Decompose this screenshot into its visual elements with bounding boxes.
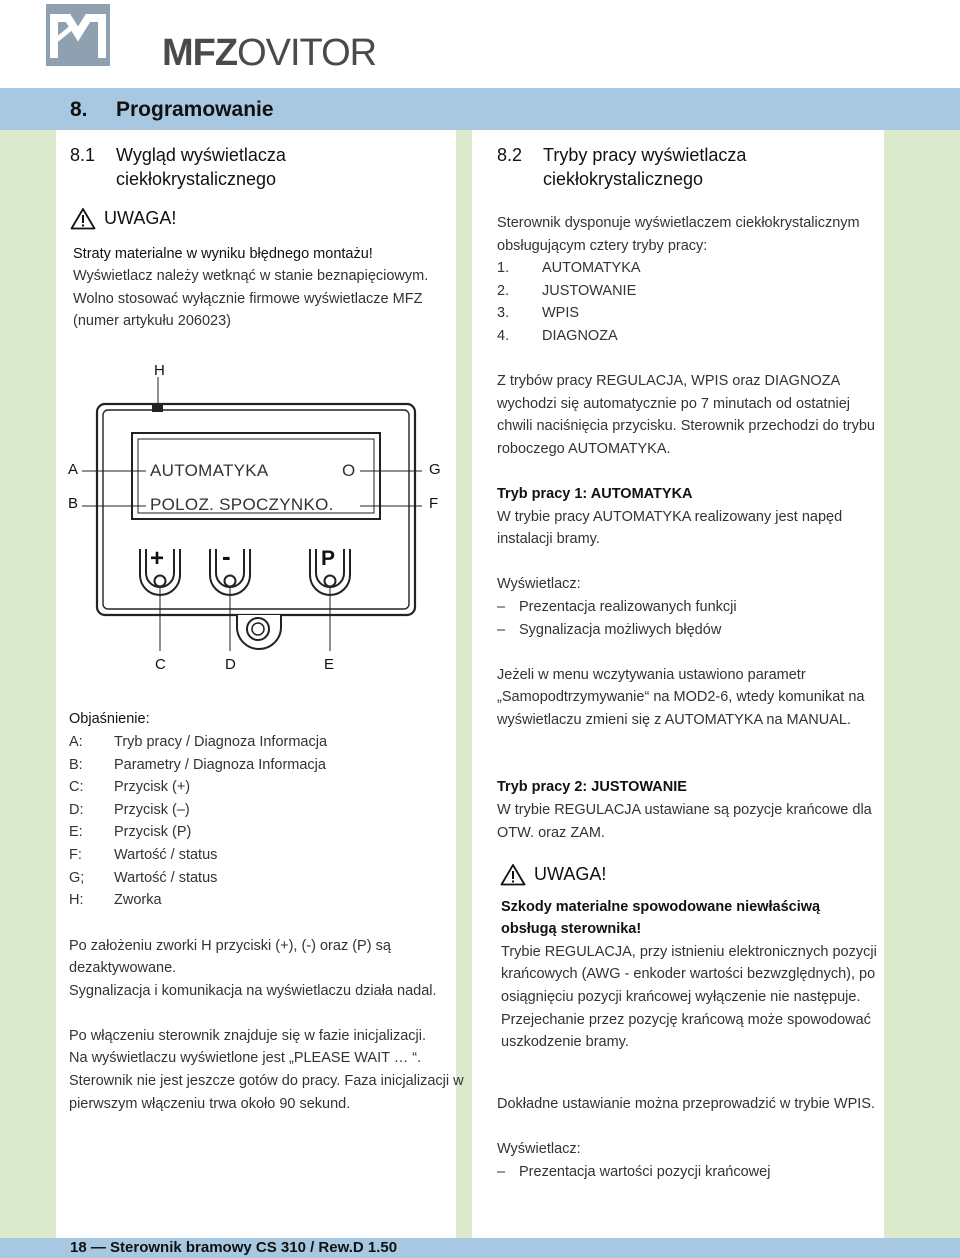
lcd-housing-drawing [60,355,450,685]
timeout-paragraph-line: roboczego AUTOMATYKA. [497,441,671,457]
mode-2-text-line: OTW. oraz ZAM. [497,825,605,841]
section-number: 8. [70,98,88,121]
mod-paragraph-line: „Samopodtrzymywanie“ na MOD2-6, wtedy komunikat na [497,689,865,705]
intro-line: Sterownik dysponuje wyświetlaczem ciekłokrystalicznym [497,215,860,231]
label-h: H [154,362,165,379]
init-paragraph-line: Na wyświetlaczu wyświetlone jest „PLEASE WAIT … “. [69,1050,422,1066]
lcd-display-diagram [60,355,450,685]
mod-paragraph-line: wyświetlaczu zmieni się z AUTOMATYKA na MANUAL. [497,712,852,728]
plus-button-icon: + [150,545,165,572]
section-title [70,98,274,122]
warning-heading-2: UWAGA! [500,863,606,886]
mode-1-text-line: W trybie pracy AUTOMATYKA realizowany jest napęd [497,509,843,525]
page-footer: 18 — Sterownik bramowy CS 310 / Rew.D 1.50 [70,1239,398,1256]
mode-list-item: 2. JUSTOWANIE [497,283,637,299]
subsection-8-1-heading: 8.1 Wygląd wyświetlacza ciekłokrystalicznego [70,145,286,189]
warning-line: (numer artykułu 206023) [73,313,231,329]
intro-line: obsługującym cztery tryby pracy: [497,238,708,254]
init-paragraph-line: Sterownik nie jest jeszcze gotów do pracy. Faza inicjalizacji w [69,1073,464,1089]
mode-1-text-line: instalacji bramy. [497,531,600,547]
mode-1-title: Tryb pracy 1: AUTOMATYKA [497,486,693,502]
warning-triangle-icon [70,207,96,230]
subsection-8-2-heading: 8.2 Tryby pracy wyświetlacza ciekłokrystalicznego [497,145,747,189]
right-margin-band [884,130,960,1258]
label-g: G [429,461,441,478]
legend-item: C: Przycisk (+) [69,779,191,795]
logo-mark-icon [46,4,110,66]
minus-button-icon: - [222,541,231,571]
legend-title: Objaśnienie: [69,711,150,727]
label-a: A [68,461,79,478]
legend-item: F: Wartość / status [69,847,218,863]
display-label-2: Wyświetlacz: [497,1141,581,1157]
init-paragraph-line: pierwszym włączeniu trwa około 90 sekund. [69,1096,351,1112]
lcd-line-1: AUTOMATYKA [150,461,269,480]
lcd-status-indicator: O [342,461,356,480]
legend-item: H: Zworka [69,892,162,908]
warning-2-line: uszkodzenie bramy. [501,1034,629,1050]
display-label: Wyświetlacz: [497,576,581,592]
warning-2-line: Trybie REGULACJA, przy istnieniu elektronicznych pozycji [501,944,877,960]
warning-2-bold-line: Szkody materialne spowodowane niewłaściwą [501,899,821,915]
warning-2-bold-line: obsługą sterownika! [501,921,642,937]
label-e: E [324,656,335,673]
label-b: B [68,495,79,512]
lcd-line-2: POLOZ. SPOCZYNKO. [150,495,334,514]
timeout-paragraph-line: Z trybów pracy REGULACJA, WPIS oraz DIAGNOZA [497,373,841,389]
warning-line: Wolno stosować wyłącznie firmowe wyświetlacze MFZ [73,291,423,307]
mode-list-item: 4. DIAGNOZA [497,328,618,344]
legend-item: G; Wartość / status [69,870,218,886]
timeout-paragraph-line: wychodzi się automatycznie po 7 minutach od ostatniej [497,396,851,412]
warning-heading: UWAGA! [70,207,176,230]
p-button-icon: P [321,547,336,570]
mode-list-item: 1. AUTOMATYKA [497,260,641,276]
wpis-note: Dokładne ustawianie można przeprowadzić w trybie WPIS. [497,1096,875,1112]
mode-2-title: Tryb pracy 2: JUSTOWANIE [497,779,687,795]
brand-logo [46,4,377,74]
warning-2-line: Przejechanie przez pozycję krańcową może spowodować [501,1012,871,1028]
jumper-paragraph-line: Po założeniu zworki H przyciski (+), (-) oraz (P) są [69,938,391,954]
timeout-paragraph-line: chwili naciśnięcia przycisku. Sterownik przechodzi do trybu [497,418,875,434]
display-function-item: – Prezentacja wartości pozycji krańcowej [497,1164,771,1180]
display-function-item: – Sygnalizacja możliwych błędów [497,622,722,638]
warning-triangle-icon [500,863,526,886]
display-function-item: – Prezentacja realizowanych funkcji [497,599,737,615]
label-c: C [155,656,166,673]
warning-2-line: osiągnięciu pozycji krańcowej wyłączenie nie następuje. [501,989,861,1005]
legend-item: A: Tryb pracy / Diagnoza Informacja [69,734,328,750]
warning-2-line: krańcowych (AWG - enkoder wartości bezwzględnych), po [501,966,876,982]
section-title-text: Programowanie [116,98,274,121]
mode-2-text-line: W trybie REGULACJA ustawiane są pozycje krańcowe dla [497,802,872,818]
warning-bold-line: Straty materialne w wyniku błędnego montażu! [73,246,373,262]
mode-list-item: 3. WPIS [497,305,580,321]
legend-item: D: Przycisk (–) [69,802,190,818]
label-f: F [429,495,439,512]
legend-item: E: Przycisk (P) [69,824,192,840]
label-d: D [225,656,236,673]
legend-item: B: Parametry / Diagnoza Informacja [69,757,326,773]
init-paragraph-line: Po włączeniu sterownik znajduje się w fazie inicjalizacji. [69,1028,427,1044]
jumper-paragraph-line: dezaktywowane. [69,960,177,976]
left-margin-band [0,88,56,1258]
warning-line: Wyświetlacz należy wetknąć w stanie beznapięciowym. [73,268,429,284]
mod-paragraph-line: Jeżeli w menu wczytywania ustawiono parametr [497,667,806,683]
brand-wordmark: MFZOVITOR [162,32,377,74]
jumper-paragraph-line: Sygnalizacja i komunikacja na wyświetlaczu działa nadal. [69,983,437,999]
